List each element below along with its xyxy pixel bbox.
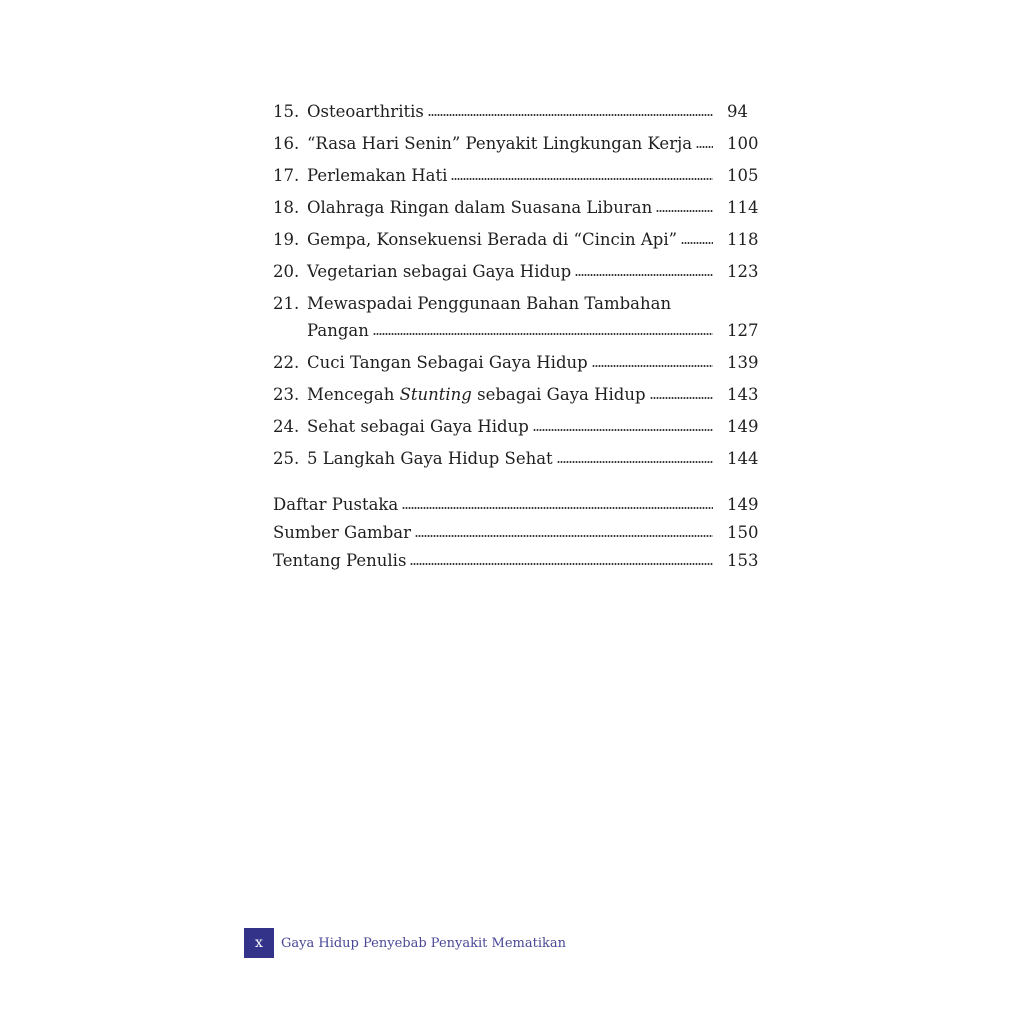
entry-title: Sehat sebagai Gaya Hidup [307, 417, 529, 436]
dot-leader [696, 145, 713, 149]
entry-page-number: 149 [727, 417, 759, 436]
entry-number: 17. [273, 166, 300, 185]
toc-entry[interactable] [273, 384, 757, 406]
entry-title-line-2: Pangan [307, 321, 369, 340]
dot-leader [575, 273, 713, 277]
page-footer [244, 928, 566, 958]
toc-entry[interactable] [273, 448, 757, 470]
toc-entry[interactable] [273, 197, 757, 219]
dot-leader [373, 332, 713, 336]
back-matter-entry[interactable] [273, 494, 757, 516]
entry-page-number: 123 [727, 262, 759, 281]
chapter-list [273, 101, 757, 470]
entry-page-number: 94 [727, 102, 748, 121]
toc-entry[interactable] [273, 101, 757, 123]
entry-page-number: 153 [727, 551, 759, 570]
dot-leader [451, 177, 713, 181]
entry-title-prefix: Mencegah [307, 385, 400, 404]
entry-title: Daftar Pustaka [273, 495, 399, 514]
entry-number: 18. [273, 198, 300, 217]
entry-title: Cuci Tangan Sebagai Gaya Hidup [307, 353, 588, 372]
dot-leader [592, 364, 713, 368]
entry-page-number: 127 [727, 321, 759, 340]
toc-entry[interactable] [273, 352, 757, 374]
dot-leader [410, 562, 713, 566]
toc-entry[interactable] [273, 229, 757, 251]
entry-title-italic: Stunting [399, 385, 472, 404]
entry-title: Osteoarthritis [307, 102, 424, 121]
entry-number: 15. [273, 102, 300, 121]
entry-number: 21. [273, 294, 300, 313]
entry-page-number: 118 [727, 230, 759, 249]
running-title: Gaya Hidup Penyebab Penyakit Mematikan [281, 935, 566, 951]
entry-number: 25. [273, 449, 300, 468]
entry-page-number: 149 [727, 495, 759, 514]
table-of-contents [273, 101, 757, 578]
toc-entry[interactable] [273, 261, 757, 283]
entry-page-number: 150 [727, 523, 759, 542]
dot-leader [681, 241, 713, 245]
entry-number: 23. [273, 385, 300, 404]
entry-title [307, 384, 646, 406]
entry-page-number: 100 [727, 134, 759, 153]
back-matter-list [273, 494, 757, 572]
back-matter-entry[interactable] [273, 522, 757, 544]
entry-page-number: 105 [727, 166, 759, 185]
toc-entry[interactable] [273, 293, 757, 342]
entry-title: Sumber Gambar [273, 523, 411, 542]
back-matter-entry[interactable] [273, 550, 757, 572]
entry-title: “Rasa Hari Senin” Penyakit Lingkungan Kerja [307, 134, 693, 153]
entry-title-line-1: Mewaspadai Penggunaan Bahan Tambahan [307, 294, 672, 313]
entry-number: 19. [273, 230, 300, 249]
entry-title: 5 Langkah Gaya Hidup Sehat [307, 449, 553, 468]
entry-title-suffix: sebagai Gaya Hidup [471, 385, 646, 404]
entry-page-number: 143 [727, 385, 759, 404]
entry-number: 24. [273, 417, 300, 436]
folio-badge: x [244, 928, 274, 958]
dot-leader [656, 209, 713, 213]
toc-entry[interactable] [273, 416, 757, 438]
entry-page-number: 114 [727, 198, 759, 217]
entry-title: Gempa, Konsekuensi Berada di “Cincin Api” [307, 230, 678, 249]
toc-entry[interactable] [273, 133, 757, 155]
dot-leader [557, 460, 713, 464]
entry-number: 16. [273, 134, 300, 153]
toc-entry[interactable] [273, 165, 757, 187]
entry-number: 22. [273, 353, 300, 372]
dot-leader [428, 113, 713, 117]
dot-leader [415, 534, 713, 538]
entry-title: Olahraga Ringan dalam Suasana Liburan [307, 198, 653, 217]
dot-leader [533, 428, 713, 432]
dot-leader [402, 506, 713, 510]
entry-page-number: 144 [727, 449, 759, 468]
entry-page-number: 139 [727, 353, 759, 372]
entry-title: Vegetarian sebagai Gaya Hidup [307, 262, 572, 281]
entry-title: Tentang Penulis [273, 551, 407, 570]
dot-leader [650, 396, 713, 400]
entry-number: 20. [273, 262, 300, 281]
entry-title: Perlemakan Hati [307, 166, 448, 185]
